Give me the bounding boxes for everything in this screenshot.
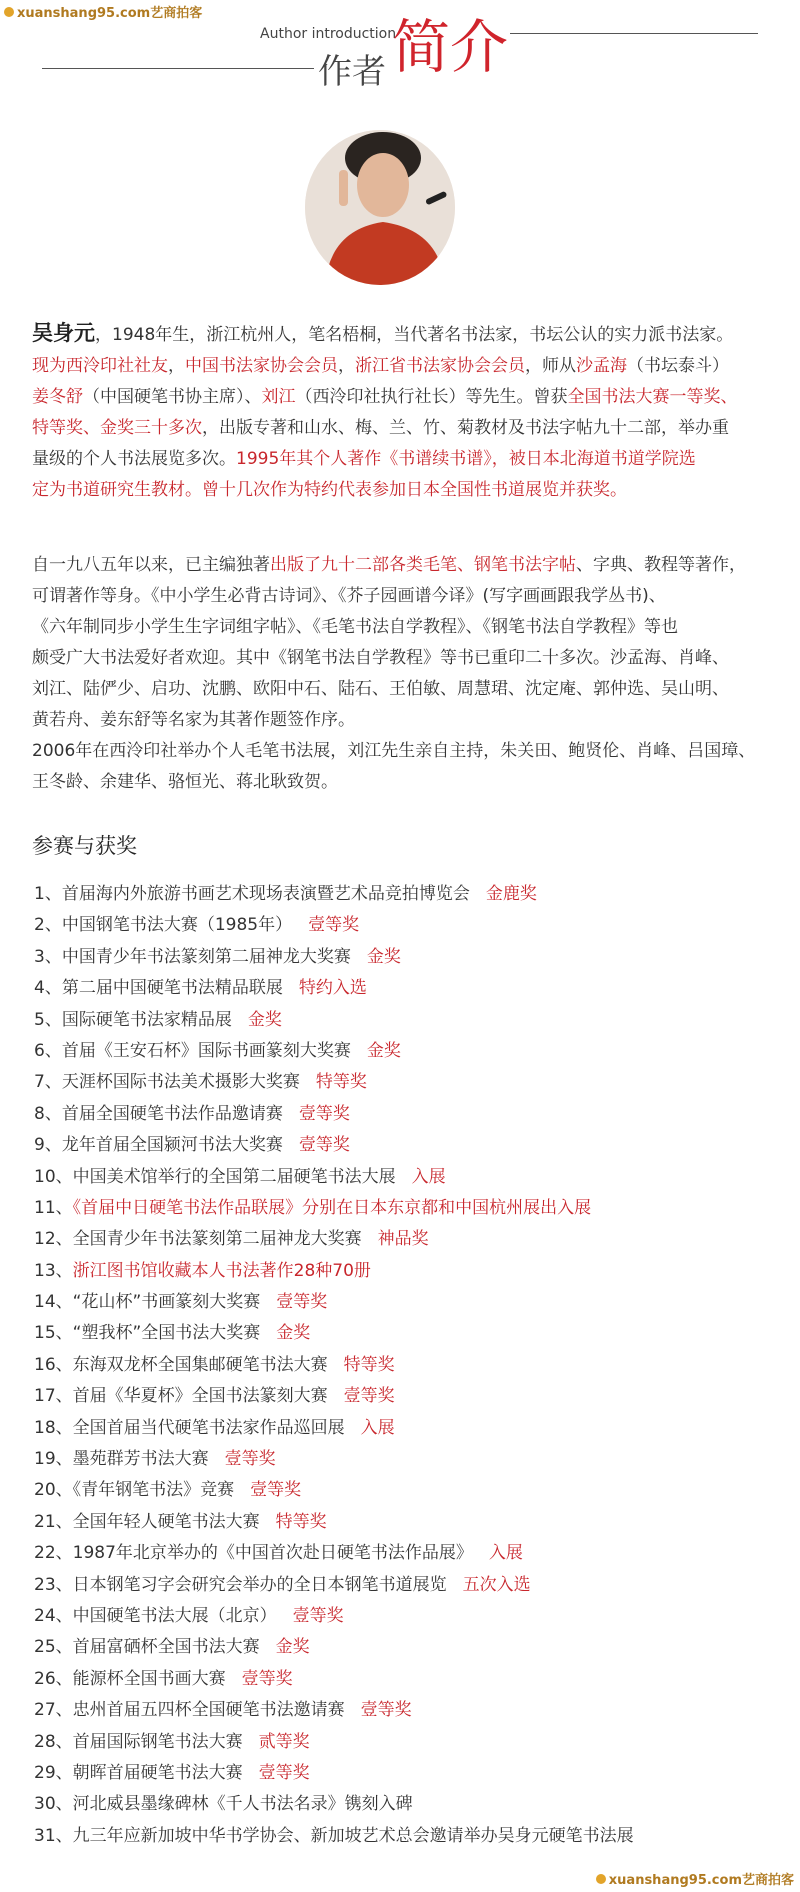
bio-line [32,382,782,413]
award-title: 13、 [34,1260,73,1281]
award-prize: 神品奖 [377,1229,429,1250]
award-item [34,1570,774,1601]
award-prize: 金奖 [275,1637,310,1658]
award-item [34,1005,774,1036]
award-prize: 壹等奖 [241,1668,293,1689]
bio-highlight: 特等奖、金奖三十多次 [32,418,202,438]
bio-line [32,736,782,767]
award-item [34,1224,774,1255]
award-item [34,1036,774,1067]
award-item [34,1162,774,1193]
award-prize: 壹等奖 [360,1700,412,1721]
bio-paragraph-2 [32,550,782,798]
header-rule-right [510,33,758,34]
bio-text: 自一九八五年以来，已主编独著 [32,555,270,575]
award-prize: 特等奖 [343,1354,395,1375]
bio-text: 王冬龄、余建华、骆恒光、蒋北耿致贺。 [32,772,338,792]
bio-highlight: 沙孟海 [576,356,627,376]
bio-line [32,550,782,581]
bio-text: ， [168,356,185,376]
bio-text: 可谓著作等身。《中小学生必背古诗词》、《芥子园画谱今译》(写字画画跟我学丛书)、 [32,586,666,606]
bio-text: 量级的个人书法展览多次。 [32,449,236,469]
award-prize: 壹等奖 [298,1135,350,1156]
award-prize: 金奖 [247,1009,282,1030]
header-en-title: Author introduction [260,26,397,42]
award-title: 25、首届富硒杯全国书法大赛 [34,1637,260,1658]
award-item [34,1632,774,1663]
award-item [34,942,774,973]
bio-text: 黄若舟、姜东舒等名家为其著作题签作序。 [32,710,355,730]
award-title: 9、龙年首届全国颍河书法大奖赛 [34,1135,283,1156]
bio-line [32,674,782,705]
bio-highlight: 中国书法家协会会员 [185,356,338,376]
bio-line [32,612,782,643]
award-item [34,1789,774,1820]
bio-highlight: 浙江省书法家协会会员 [355,356,525,376]
award-title: 2、中国钢笔书法大赛（1985年） [34,915,293,936]
award-prize: 壹等奖 [292,1605,344,1626]
award-prize: 壹等奖 [250,1480,302,1501]
bio-highlight: 现为西泠印社社友 [32,356,168,376]
award-title: 26、能源杯全国书画大赛 [34,1668,226,1689]
award-highlight: 《首届中日硬笔书法作品联展》分别在日本东京都和中国杭州展出入展 [72,1197,592,1218]
award-title: 16、东海双龙杯全国集邮硬笔书法大赛 [34,1354,328,1375]
award-title: 4、第二届中国硬笔书法精品联展 [34,978,283,999]
award-prize: 入展 [360,1417,395,1438]
award-prize: 金奖 [276,1323,311,1344]
award-item [34,1475,774,1506]
bio-highlight: 定为书道研究生教材。曾十几次作为特约代表参加日本全国性书道展览并获奖。 [32,480,627,500]
award-title: 14、“花山杯”书画篆刻大奖赛 [34,1292,261,1313]
award-prize: 入展 [411,1166,446,1187]
logo-coin-icon [596,1874,606,1884]
bio-line [32,767,782,798]
award-highlight: 浙江图书馆收藏本人书法著作28种70册 [72,1260,371,1281]
bio-text: （中国硬笔书协主席）、 [83,387,262,407]
bio-highlight: 1995年其个人著作《书谱续书谱》，被日本北海道书道学院选 [236,449,696,469]
award-prize: 入展 [488,1543,523,1564]
award-item [34,1601,774,1632]
logo-text-top: xuanshang95.com艺商拍客 [17,6,203,21]
award-title: 21、全国年轻人硬笔书法大赛 [34,1511,260,1532]
bio-paragraph-1 [32,318,782,506]
award-prize: 壹等奖 [224,1449,276,1470]
award-item [34,1067,774,1098]
award-item [34,1318,774,1349]
award-title: 5、国际硬笔书法家精品展 [34,1009,232,1030]
award-title: 7、天涯杯国际书法美术摄影大奖赛 [34,1072,300,1093]
award-item [34,1538,774,1569]
bio-line [32,581,782,612]
author-portrait [305,130,455,285]
bio-text: ，师从 [525,356,576,376]
header-cn-small: 作者 [318,52,386,92]
award-title: 31、九三年应新加坡中华书学协会、新加坡艺术总会邀请举办吴身元硬笔书法展 [34,1825,634,1846]
site-logo-bottom [596,1869,794,1888]
awards-section-title: 参赛与获奖 [32,834,137,858]
bio-text: 《六年制同步小学生生字词组字帖》、《毛笔书法自学教程》、《钢笔书法自学教程》等也 [32,617,678,637]
award-title: 29、朝晖首届硬笔书法大赛 [34,1762,243,1783]
award-title: 18、全国首届当代硬笔书法家作品巡回展 [34,1417,345,1438]
award-item [34,973,774,1004]
award-prize: 壹等奖 [258,1762,310,1783]
award-prize: 特等奖 [275,1511,327,1532]
bio-text: 刘江、陆俨少、启功、沈鹏、欧阳中石、陆石、王伯敏、周慧珺、沈定庵、郭仲选、吴山明、 [32,679,729,699]
bio-text: 颇受广大书法爱好者欢迎。其中《钢笔书法自学教程》等书已重印二十多次。沙孟海、肖峰、 [32,648,729,668]
award-title: 22、1987年北京举办的《中国首次赴日硬笔书法作品展》 [34,1543,473,1564]
bio-text: （书坛泰斗） [627,356,729,376]
bio-highlight: 全国书法大赛一等奖、 [567,387,738,407]
award-item [34,1444,774,1475]
award-title: 17、首届《华夏杯》全国书法篆刻大赛 [34,1386,328,1407]
awards-list [34,879,774,1852]
bio-highlight: 姜冬舒 [32,387,83,407]
bio-text: ， [338,356,355,376]
author-name: 吴身元 [32,321,95,345]
award-item [34,1099,774,1130]
bio-line [32,351,782,382]
award-title: 3、中国青少年书法篆刻第二届神龙大奖赛 [34,946,351,967]
award-title: 15、“塑我杯”全国书法大奖赛 [34,1323,261,1344]
bio-line [32,643,782,674]
award-title: 27、忠州首届五四杯全国硬笔书法邀请赛 [34,1700,345,1721]
award-prize: 特等奖 [315,1072,367,1093]
bio-text: 、字典、教程等著作， [576,555,746,575]
award-prize: 壹等奖 [276,1292,328,1313]
award-title: 1、首届海内外旅游书画艺术现场表演暨艺术品竞拍博览会 [34,884,470,904]
bio-line [32,705,782,736]
award-title: 8、首届全国硬笔书法作品邀请赛 [34,1103,283,1124]
portrait-illustration-icon [305,130,455,285]
bio-line [32,413,782,444]
bio-line [32,475,782,506]
award-title: 30、河北威县墨缘碑林《千人书法名录》镌刻入碑 [34,1794,413,1815]
award-item [34,1695,774,1726]
award-title: 12、全国青少年书法篆刻第二届神龙大奖赛 [34,1229,362,1250]
award-prize: 壹等奖 [308,915,360,936]
award-title: 11、 [34,1197,73,1218]
award-prize: 金奖 [366,946,401,967]
award-item [34,1507,774,1538]
bio-text: ，1948年生，浙江杭州人，笔名梧桐，当代著名书法家，书坛公认的实力派书法家。 [95,325,734,345]
award-title: 24、中国硬笔书法大展（北京） [34,1605,277,1626]
bio-line [32,444,782,475]
award-item [34,1821,774,1852]
bio-text: ，出版专著和山水、梅、兰、竹、菊教材及书法字帖九十二部，举办重 [202,418,729,438]
header-rule-left [42,68,314,69]
award-title: 6、首届《王安石杯》国际书画篆刻大奖赛 [34,1040,351,1061]
award-title: 28、首届国际钢笔书法大赛 [34,1731,243,1752]
bio-text: 2006年在西泠印社举办个人毛笔书法展，刘江先生亲自主持，朱关田、鲍贤伦、肖峰、吕国璋、 [32,741,756,761]
award-item [34,1130,774,1161]
award-prize: 五次入选 [462,1574,531,1595]
award-item [34,910,774,941]
award-item [34,1381,774,1412]
award-title: 20、《青年钢笔书法》竞赛 [34,1480,235,1501]
award-item [34,1758,774,1789]
award-item [34,1413,774,1444]
logo-text-bottom: xuanshang95.com艺商拍客 [608,1873,794,1888]
award-item [34,1664,774,1695]
award-prize: 壹等奖 [343,1386,395,1407]
award-prize: 金鹿奖 [485,884,537,904]
award-prize: 壹等奖 [298,1103,350,1124]
award-item [34,1727,774,1758]
award-item [34,879,774,910]
award-title: 23、日本钢笔习字会研究会举办的全日本钢笔书道展览 [34,1574,447,1595]
award-prize: 贰等奖 [258,1731,310,1752]
bio-highlight: 刘江 [261,387,296,407]
bio-text: （西泠印社执行社长）等先生。曾获 [295,387,568,407]
award-title: 10、中国美术馆举行的全国第二届硬笔书法大展 [34,1166,396,1187]
award-item [34,1350,774,1381]
award-title: 19、墨苑群芳书法大赛 [34,1449,209,1470]
award-item [34,1287,774,1318]
award-prize: 特约入选 [298,978,367,999]
award-prize: 金奖 [366,1040,401,1061]
bio-highlight: 出版了九十二部各类毛笔、钢笔书法字帖 [270,555,576,575]
section-header [0,0,800,110]
award-item [34,1256,774,1287]
award-item [34,1193,774,1224]
bio-line [32,318,782,351]
header-cn-big: 简介 [392,13,509,81]
